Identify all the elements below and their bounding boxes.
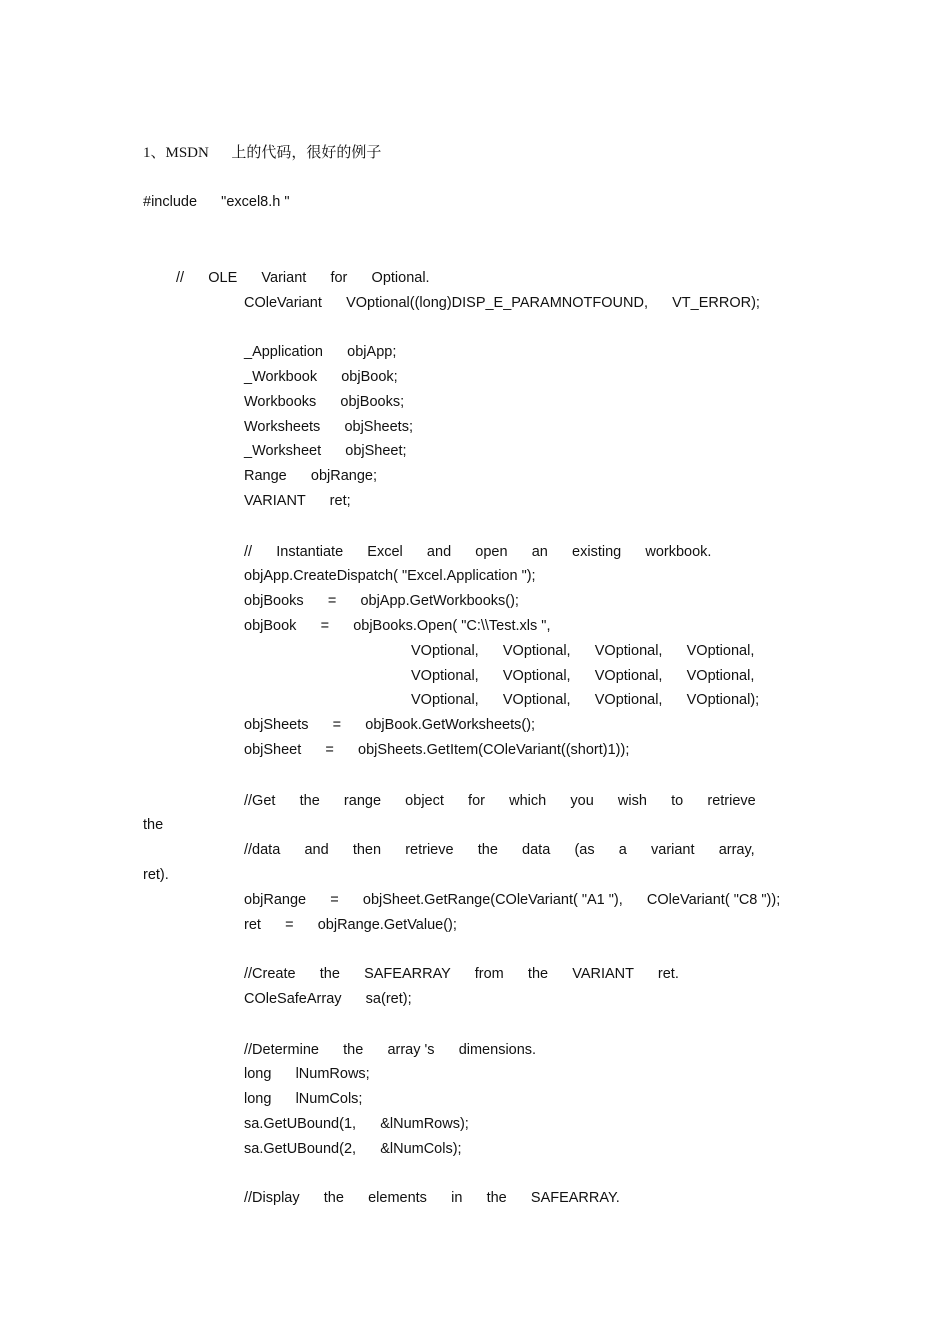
code-line: _Workbook objBook; (244, 369, 398, 385)
code-line: long lNumCols; (244, 1091, 363, 1107)
code-comment: // OLE Variant for Optional. (176, 270, 430, 286)
code-line: sa.GetUBound(1, &lNumRows); (244, 1116, 469, 1132)
code-line: ret = objRange.GetValue(); (244, 917, 457, 933)
code-line: objBook = objBooks.Open( "C:\\Test.xls ", (244, 618, 551, 634)
code-line: long lNumRows; (244, 1066, 370, 1082)
code-comment: the (143, 817, 164, 833)
code-line: objSheet = objSheets.GetItem(COleVariant((short)1)); (244, 742, 630, 758)
code-line: objBooks = objApp.GetWorkbooks(); (244, 593, 519, 609)
code-line: VOptional, VOptional, VOptional, VOptional); (411, 692, 760, 708)
code-comment: // Instantiate Excel and open an existing workbook. (244, 544, 712, 560)
code-line: sa.GetUBound(2, &lNumCols); (244, 1141, 462, 1157)
code-line: objRange = objSheet.GetRange(COleVariant( "A1 "), COleVariant( "C8 ")); (244, 892, 781, 908)
code-line: VARIANT ret; (244, 493, 351, 509)
section-heading: 1、MSDN 上的代码，很好的例子 (143, 145, 382, 161)
code-comment: //Determine the array 's dimensions. (244, 1042, 537, 1058)
code-line: COleSafeArray sa(ret); (244, 991, 412, 1007)
code-comment: ret). (143, 867, 169, 883)
code-line: objApp.CreateDispatch( "Excel.Application "); (244, 568, 536, 584)
code-line: VOptional, VOptional, VOptional, VOptional, (411, 668, 755, 684)
code-line: Worksheets objSheets; (244, 419, 413, 435)
code-comment: //Create the SAFEARRAY from the VARIANT ret. (244, 966, 679, 982)
code-comment: //Display the elements in the SAFEARRAY. (244, 1190, 620, 1206)
code-comment: //Get the range object for which you wish to retrieve (244, 793, 756, 809)
code-line: _Worksheet objSheet; (244, 443, 407, 459)
code-comment: //data and then retrieve the data (as a variant array, (244, 842, 755, 858)
code-line: COleVariant VOptional((long)DISP_E_PARAMNOTFOUND, VT_ERROR); (244, 295, 760, 311)
code-line: Range objRange; (244, 468, 378, 484)
code-line: _Application objApp; (244, 344, 397, 360)
code-line: objSheets = objBook.GetWorksheets(); (244, 717, 536, 733)
code-line: #include "excel8.h " (143, 194, 290, 210)
code-line: Workbooks objBooks; (244, 394, 405, 410)
code-line: VOptional, VOptional, VOptional, VOptional, (411, 643, 755, 659)
